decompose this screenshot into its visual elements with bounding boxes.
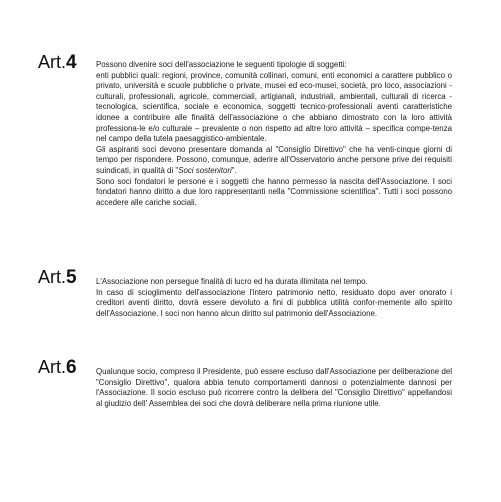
article-4-paragraph-3-text: Gli aspiranti soci devono presentare domanda al "Consiglio Direttivo" che ha venti-cinque giorni di tempo per rispondere. Possono, comunque, aderire all'Osservatorio anche persone prive dei requisiti suindicati, in qualità di " bbox=[96, 144, 452, 175]
article-5-paragraph-1: L'Associazione non persegue finalità di lucro ed ha durata illimitata nel tempo. bbox=[96, 277, 368, 286]
article-6-number: 6 bbox=[66, 357, 77, 378]
article-5-heading bbox=[38, 267, 77, 288]
article-4-heading bbox=[38, 52, 77, 73]
article-6-heading bbox=[38, 357, 77, 378]
article-6-prefix: Art. bbox=[38, 357, 67, 377]
article-4-number: 4 bbox=[66, 52, 77, 73]
article-4-body bbox=[96, 60, 452, 208]
article-4-paragraph-3 bbox=[96, 145, 452, 177]
article-4-paragraph-1: Possono divenire soci dell'associazione le seguenti tipologie di soggetti: bbox=[96, 60, 347, 69]
article-5-prefix: Art. bbox=[38, 267, 67, 287]
article-5-number: 5 bbox=[66, 267, 77, 288]
article-6-paragraph-1: Qualunque socio, compreso il Presidente, può essere escluso dall'Associazione per deliberazione del "Consiglio Direttivo", qualora abbia tenuto comportamenti dannosi o potenzialmente dannosi per l'Associazione. Il socio escluso può ricorrere contro la delibera del "Consiglio Direttivo" appellandosi al giudizio dell' Assemblea dei soci che dovrà deliberare nella prima riunione utile. bbox=[96, 367, 452, 408]
article-5-paragraph-2: In caso di scioglimento dell'associazione l'intero patrimonio netto, residuato dopo aver onorato i creditori aventi diritto, dovrà essere devoluto a fini di pubblica utilità confor-memente allo spirito dell'Associazione. I soci non hanno alcun diritto sul patrimonio dell'Associazione. bbox=[96, 287, 452, 318]
article-5-body bbox=[96, 277, 452, 319]
article-4-paragraph-2: enti pubblici quali: regioni, province, comunità collinari, comuni, enti economici a carattere pubblico o privato, università e scuole pubbliche o private, musei ed eco-musei, società, pro loco, associazioni - culturali, professionali, agricole, commerciali, artigianali, industriali, ambientali, culturali di ricerca - tecnologica, scientifica, sociale e economica, soggetti tecnico-professionali aventi caratteristiche idonee a contribuire alle finalità dell'associazione o che abbiano dimostrato con la loro attività professiona-le e/o culturale – prevalente o non rispetto ad altre loro attività – specifica compe-tenza nel campo della tutela paesaggistico-ambientale. bbox=[96, 70, 452, 144]
article-4-soci-sostenitori: Soci sostenitori bbox=[178, 165, 232, 175]
article-6-body bbox=[96, 367, 452, 409]
article-4-paragraph-4: Sono soci fondatori le persone e i soggetti che hanno permesso la nascita dell'Associazione. I soci fondatori hanno diritto a due loro rappresentanti nella "Commissione scientifica". Tutti i soci possono accedere alle cariche sociali. bbox=[96, 176, 452, 207]
article-4-paragraph-3-end: ". bbox=[231, 165, 237, 175]
article-4-prefix: Art. bbox=[38, 52, 67, 72]
